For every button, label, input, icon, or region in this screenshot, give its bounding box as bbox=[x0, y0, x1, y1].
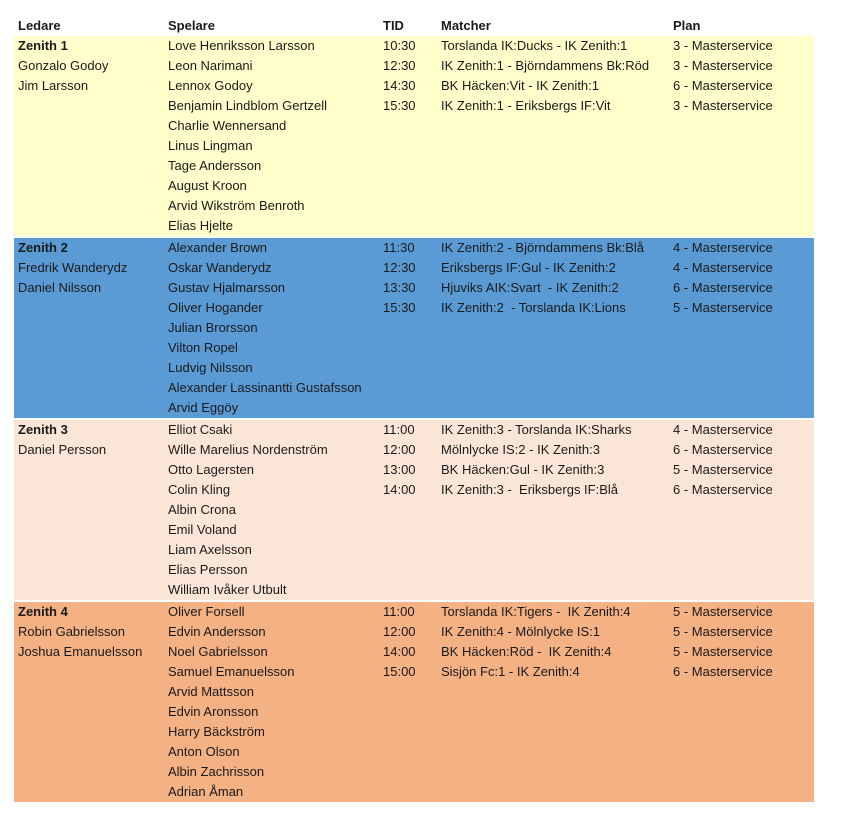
player-name: Oliver Forsell bbox=[168, 604, 245, 619]
column-header-tid: TID bbox=[383, 18, 404, 33]
player-name: Elias Persson bbox=[168, 562, 248, 577]
match-fixture: IK Zenith:2 - Björndammens Bk:Blå bbox=[441, 240, 645, 255]
match-plan: 5 - Masterservice bbox=[673, 604, 773, 619]
match-fixture: IK Zenith:2 - Torslanda IK:Lions bbox=[441, 300, 626, 315]
player-name: Charlie Wennersand bbox=[168, 118, 287, 133]
match-plan: 5 - Masterservice bbox=[673, 300, 773, 315]
match-time: 10:30 bbox=[383, 38, 416, 53]
player-name: Alexander Brown bbox=[168, 240, 267, 255]
player-name: Anton Olson bbox=[168, 744, 240, 759]
match-time: 14:30 bbox=[383, 78, 416, 93]
match-fixture: Sisjön Fc:1 - IK Zenith:4 bbox=[441, 664, 580, 679]
player-name: Edvin Andersson bbox=[168, 624, 266, 639]
column-header-plan: Plan bbox=[673, 18, 701, 33]
player-name: Benjamin Lindblom Gertzell bbox=[168, 98, 327, 113]
player-name: Harry Bäckström bbox=[168, 724, 265, 739]
match-time: 11:00 bbox=[383, 422, 415, 437]
leader-name: Joshua Emanuelsson bbox=[18, 644, 143, 659]
match-fixture: IK Zenith:3 - Torslanda IK:Sharks bbox=[441, 422, 632, 437]
match-plan: 6 - Masterservice bbox=[673, 78, 773, 93]
match-time: 11:00 bbox=[383, 604, 415, 619]
match-fixture: BK Häcken:Gul - IK Zenith:3 bbox=[441, 462, 605, 477]
leader-name: Jim Larsson bbox=[18, 78, 89, 93]
team-section bbox=[14, 36, 814, 236]
team-section bbox=[14, 602, 814, 802]
match-plan: 6 - Masterservice bbox=[673, 664, 773, 679]
leader-name: Robin Gabrielsson bbox=[18, 624, 125, 639]
match-plan: 6 - Masterservice bbox=[673, 442, 773, 457]
match-time: 12:00 bbox=[383, 442, 416, 457]
player-name: Linus Lingman bbox=[168, 138, 253, 153]
player-name: Leon Narimani bbox=[168, 58, 253, 73]
column-header-ledare: Ledare bbox=[18, 18, 61, 33]
player-name: Arvid Eggöy bbox=[168, 400, 239, 415]
player-name: Noel Gabrielsson bbox=[168, 644, 268, 659]
match-fixture: Mölnlycke IS:2 - IK Zenith:3 bbox=[441, 442, 600, 457]
match-fixture: IK Zenith:4 - Mölnlycke IS:1 bbox=[441, 624, 600, 639]
match-time: 14:00 bbox=[383, 482, 416, 497]
player-name: Samuel Emanuelsson bbox=[168, 664, 295, 679]
player-name: Emil Voland bbox=[168, 522, 237, 537]
player-name: Oliver Hogander bbox=[168, 300, 263, 315]
team-name: Zenith 3 bbox=[18, 422, 68, 437]
match-plan: 5 - Masterservice bbox=[673, 644, 773, 659]
match-plan: 6 - Masterservice bbox=[673, 482, 773, 497]
match-fixture: IK Zenith:3 - Eriksbergs IF:Blå bbox=[441, 482, 619, 497]
player-name: Arvid Mattsson bbox=[168, 684, 254, 699]
player-name: August Kroon bbox=[168, 178, 247, 193]
player-name: Alexander Lassinantti Gustafsson bbox=[168, 380, 362, 395]
player-name: Ludvig Nilsson bbox=[168, 360, 253, 375]
team-section bbox=[14, 420, 814, 600]
match-time: 12:30 bbox=[383, 260, 416, 275]
match-plan: 5 - Masterservice bbox=[673, 462, 773, 477]
player-name: William Ivåker Utbult bbox=[168, 582, 287, 597]
player-name: Elliot Csaki bbox=[168, 422, 233, 437]
player-name: Otto Lagersten bbox=[168, 462, 254, 477]
player-name: Gustav Hjalmarsson bbox=[168, 280, 286, 295]
leader-name: Gonzalo Godoy bbox=[18, 58, 109, 73]
column-header-matcher: Matcher bbox=[441, 18, 491, 33]
schedule-table bbox=[14, 16, 814, 802]
match-fixture: IK Zenith:1 - Eriksbergs IF:Vit bbox=[441, 98, 611, 113]
match-plan: 4 - Masterservice bbox=[673, 422, 773, 437]
match-time: 12:30 bbox=[383, 58, 416, 73]
player-name: Adrian Åman bbox=[168, 784, 244, 799]
player-name: Lennox Godoy bbox=[168, 78, 253, 93]
match-fixture: BK Häcken:Röd - IK Zenith:4 bbox=[441, 644, 612, 659]
match-fixture: Torslanda IK:Ducks - IK Zenith:1 bbox=[441, 38, 628, 53]
team-section bbox=[14, 238, 814, 418]
match-plan: 4 - Masterservice bbox=[673, 240, 773, 255]
match-plan: 3 - Masterservice bbox=[673, 38, 773, 53]
table-header-row bbox=[14, 16, 814, 36]
column-header-spelare: Spelare bbox=[168, 18, 215, 33]
match-fixture: BK Häcken:Vit - IK Zenith:1 bbox=[441, 78, 599, 93]
player-name: Colin Kling bbox=[168, 482, 231, 497]
match-time: 13:30 bbox=[383, 280, 416, 295]
team-name: Zenith 1 bbox=[18, 38, 68, 53]
match-fixture: Hjuviks AIK:Svart - IK Zenith:2 bbox=[441, 280, 619, 295]
player-name: Arvid Wikström Benroth bbox=[168, 198, 305, 213]
leader-name: Daniel Persson bbox=[18, 442, 107, 457]
match-plan: 3 - Masterservice bbox=[673, 98, 773, 113]
match-time: 11:30 bbox=[383, 240, 415, 255]
match-time: 15:00 bbox=[383, 664, 416, 679]
player-name: Edvin Aronsson bbox=[168, 704, 259, 719]
player-name: Tage Andersson bbox=[168, 158, 262, 173]
player-name: Albin Crona bbox=[168, 502, 236, 517]
match-time: 15:30 bbox=[383, 98, 416, 113]
player-name: Albin Zachrisson bbox=[168, 764, 265, 779]
match-fixture: Torslanda IK:Tigers - IK Zenith:4 bbox=[441, 604, 631, 619]
player-name: Liam Axelsson bbox=[168, 542, 252, 557]
leader-name: Daniel Nilsson bbox=[18, 280, 102, 295]
player-name: Julian Brorsson bbox=[168, 320, 258, 335]
player-name: Vilton Ropel bbox=[168, 340, 238, 355]
match-time: 13:00 bbox=[383, 462, 416, 477]
match-plan: 5 - Masterservice bbox=[673, 624, 773, 639]
leader-name: Fredrik Wanderydz bbox=[18, 260, 128, 275]
match-time: 12:00 bbox=[383, 624, 416, 639]
match-time: 14:00 bbox=[383, 644, 416, 659]
player-name: Elias Hjelte bbox=[168, 218, 234, 233]
match-fixture: Eriksbergs IF:Gul - IK Zenith:2 bbox=[441, 260, 616, 275]
match-time: 15:30 bbox=[383, 300, 416, 315]
team-name: Zenith 4 bbox=[18, 604, 68, 619]
player-name: Oskar Wanderydz bbox=[168, 260, 272, 275]
team-name: Zenith 2 bbox=[18, 240, 68, 255]
player-name: Love Henriksson Larsson bbox=[168, 38, 315, 53]
match-plan: 4 - Masterservice bbox=[673, 260, 773, 275]
match-plan: 3 - Masterservice bbox=[673, 58, 773, 73]
match-plan: 6 - Masterservice bbox=[673, 280, 773, 295]
match-fixture: IK Zenith:1 - Björndammens Bk:Röd bbox=[441, 58, 650, 73]
player-name: Wille Marelius Nordenström bbox=[168, 442, 328, 457]
